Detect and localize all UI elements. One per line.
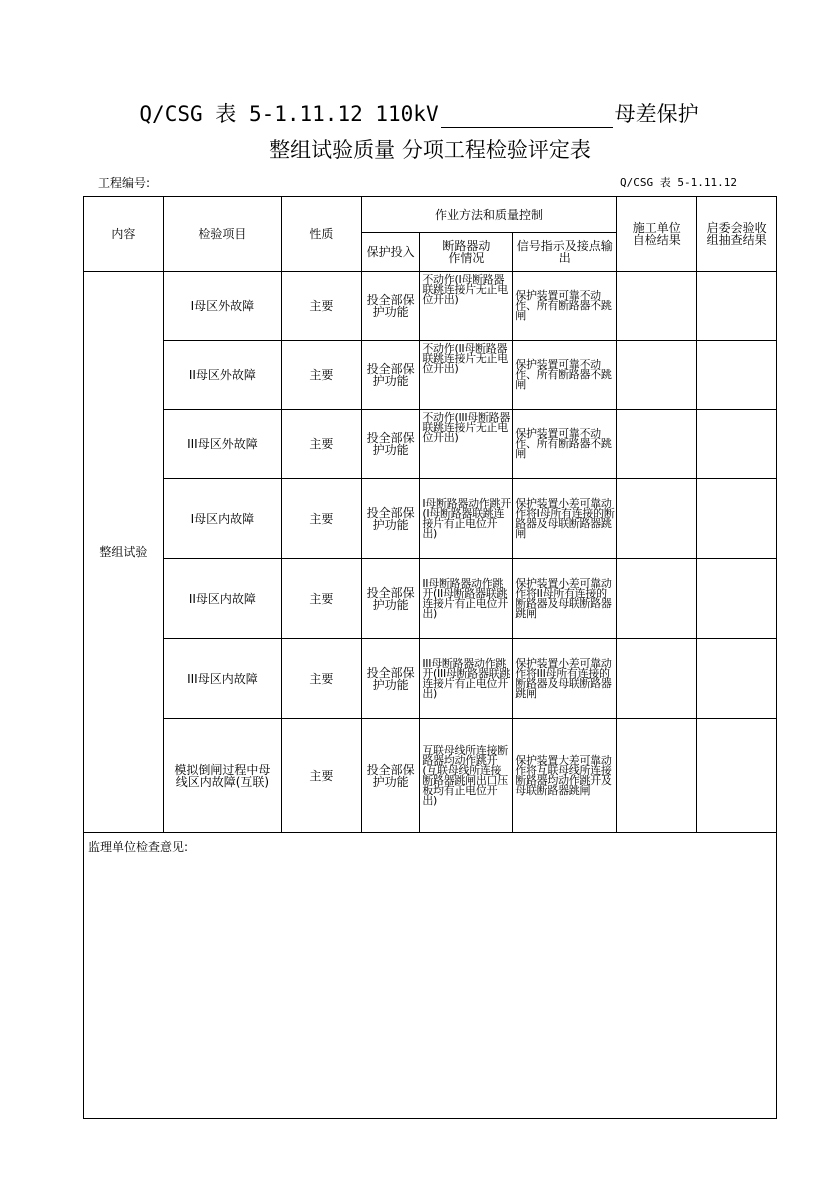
col-header-nature: 性质 [281,197,361,272]
contractor-result-cell[interactable] [617,559,697,639]
remarks-row [84,833,777,1119]
signal-cell: 保护装置可靠不动作、所有断路器不跳闸 [513,410,617,479]
protection-cell: 投全部保护功能 [361,272,420,341]
breaker-cell: 不动作(I母断路器联跳连接片无正电位开出) [420,272,513,341]
committee-result-cell[interactable] [697,272,777,341]
form-code: Q/CSG 表 5-1.11.12 [620,176,737,189]
committee-result-cell[interactable] [697,341,777,410]
signal-cell: 保护装置可靠不动作、所有断路器不跳闸 [513,341,617,410]
item-cell: 模拟倒闸过程中母线区内故障(互联) [163,719,281,833]
supervisor-remarks-cell[interactable] [84,833,777,1119]
form-subject: 母差保护 [614,102,699,126]
form-subtitle: 整组试验质量 分项工程检验评定表 [269,138,591,162]
contractor-result-cell[interactable] [617,272,697,341]
nature-cell: 主要 [281,719,361,833]
project-number-label: 工程编号: [98,176,151,190]
item-cell: III母区外故障 [163,410,281,479]
col-header-breaker-action: 断路器动作情况 [420,233,513,272]
signal-cell: 保护装置小差可靠动作将II母所有连接的断路器及母联断路器跳闸 [513,559,617,639]
table-row [84,479,777,559]
col-header-signal: 信号指示及接点输出 [513,233,617,272]
nature-cell: 主要 [281,410,361,479]
breaker-cell: 不动作(II母断路器联跳连接片无正电位开出) [420,341,513,410]
signal-cell: 保护装置小差可靠动作将III母所有连接的断路器及母联断路器跳闸 [513,639,617,719]
protection-cell: 投全部保护功能 [361,410,420,479]
category-cell: 整组试验 [84,272,164,833]
protection-cell: 投全部保护功能 [361,719,420,833]
contractor-result-cell[interactable] [617,410,697,479]
signal-cell: 保护装置小差可靠动作将I母所有连接的断路器及母联断路器跳闸 [513,479,617,559]
breaker-cell: I母断路器动作跳开(I母断路器联跳连接片有正电位开出) [420,479,513,559]
protection-cell: 投全部保护功能 [361,559,420,639]
code-prefix: Q/CSG [139,102,203,126]
form-title [0,100,838,128]
signal-cell: 保护装置可靠不动作、所有断路器不跳闸 [513,272,617,341]
breaker-cell: 互联母线所连接断路器均动作跳开(互联母线所连接断路器跳闸出口压板均有正电位开出) [420,719,513,833]
table-row [84,639,777,719]
committee-result-cell[interactable] [697,639,777,719]
item-cell: I母区外故障 [163,272,281,341]
protection-cell: 投全部保护功能 [361,479,420,559]
nature-cell: 主要 [281,639,361,719]
nature-cell: 主要 [281,479,361,559]
contractor-result-cell[interactable] [617,479,697,559]
committee-result-cell[interactable] [697,479,777,559]
protection-cell: 投全部保护功能 [361,639,420,719]
col-header-protection-on: 保护投入 [361,233,420,272]
contractor-result-cell[interactable] [617,719,697,833]
item-cell: II母区内故障 [163,559,281,639]
item-cell: III母区内故障 [163,639,281,719]
nature-cell: 主要 [281,341,361,410]
table-word: 表 [215,102,237,126]
item-cell: I母区内故障 [163,479,281,559]
committee-result-cell[interactable] [697,559,777,639]
table-row [84,559,777,639]
form-number: 5-1.11.12 110kV [248,102,439,126]
col-header-content: 内容 [84,197,164,272]
table-row [84,719,777,833]
col-header-contractor: 施工单位自检结果 [617,197,697,272]
header-row-1 [84,197,777,233]
protection-cell: 投全部保护功能 [361,341,420,410]
col-header-method-group: 作业方法和质量控制 [361,197,617,233]
supervisor-remarks-label: 监理单位检查意见: [88,840,189,854]
breaker-cell: II母断路器动作跳开(II母断路器联跳连接片有正电位开出) [420,559,513,639]
station-name-blank[interactable] [441,105,613,128]
table-row [84,341,777,410]
committee-result-cell[interactable] [697,719,777,833]
item-cell: II母区外故障 [163,341,281,410]
table-row [84,410,777,479]
inspection-table [83,196,777,1119]
contractor-result-cell[interactable] [617,341,697,410]
committee-result-cell[interactable] [697,410,777,479]
col-header-item: 检验项目 [163,197,281,272]
breaker-cell: 不动作(III母断路器联跳连接片无正电位开出) [420,410,513,479]
table-row [84,272,777,341]
nature-cell: 主要 [281,559,361,639]
breaker-cell: III母断路器动作跳开(III母断路器联跳连接片有正电位开出) [420,639,513,719]
signal-cell: 保护装置大差可靠动作将互联母线所连接断路器均动作跳开及母联断路器跳闸 [513,719,617,833]
contractor-result-cell[interactable] [617,639,697,719]
col-header-committee: 启委会验收组抽查结果 [697,197,777,272]
nature-cell: 主要 [281,272,361,341]
